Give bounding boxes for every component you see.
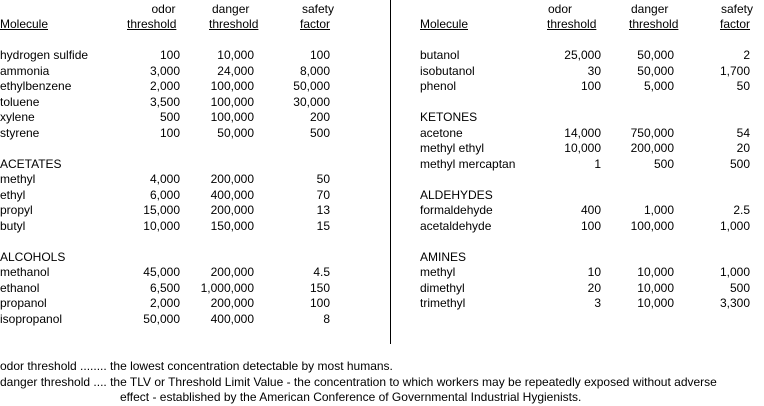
header-safety-line1-right: safety [721,2,754,16]
odor-threshold-value: 3,500 [149,94,180,109]
section-heading [420,250,764,266]
header-safety-line1: safety [302,2,335,16]
odor-threshold-value: 10,000 [564,141,601,155]
odor-threshold-value: 2,000 [149,296,180,310]
odor-threshold-value: 50,000 [143,311,180,326]
note-danger-threshold-cont: effect - established by the American Conference of Governmental Industrial Hygienists. [120,390,582,404]
danger-threshold-value: 1,000,000 [200,280,254,295]
spacer-row [0,141,340,157]
table-row [0,126,340,142]
molecule-name: dimethyl [420,280,465,295]
table-row [0,188,340,204]
header-danger-line2: threshold [209,17,259,31]
safety-factor-value: 500 [309,125,330,140]
table-row [420,296,764,312]
danger-threshold-value: 400,000 [210,311,254,326]
danger-threshold-value: 10,000 [217,48,254,62]
danger-threshold-value: 200,000 [210,265,254,279]
column-divider [390,0,391,344]
safety-factor-value: 54 [736,125,750,140]
molecule-name: isopropanol [0,311,63,326]
molecule-name: propyl [0,203,33,217]
table-row [420,64,764,80]
molecule-name: acetone [420,125,463,140]
molecule-name: ammonia [0,63,50,78]
molecule-name: xylene [0,110,35,124]
molecule-name: butyl [0,218,26,233]
section-heading-label: ACETATES [0,156,62,171]
safety-factor-value: 50 [316,172,330,186]
molecule-name: trimethyl [420,296,466,310]
table-row [420,141,764,157]
note-odor-threshold: odor threshold ........ the lowest concentration detectable by most humans. [0,359,393,373]
odor-threshold-value: 400 [580,203,601,217]
spacer-row [420,234,764,250]
molecule-name: ethyl [0,187,26,202]
danger-threshold-value: 750,000 [630,125,674,140]
header-molecule-right: Molecule [420,17,469,31]
table-row [0,95,340,111]
table-row [0,64,340,80]
molecule-name: toluene [0,94,40,109]
molecule-name: styrene [0,125,40,140]
table-row [0,172,340,188]
safety-factor-value: 4.5 [313,265,330,279]
header-danger-line2-right: threshold [629,17,679,31]
safety-factor-value: 200 [309,110,330,124]
section-heading-label: KETONES [420,110,478,124]
odor-threshold-value: 20 [587,280,601,295]
odor-threshold-value: 100 [580,218,601,233]
odor-threshold-value: 500 [159,110,180,124]
safety-factor-value: 20 [736,141,750,155]
header-molecule: Molecule [0,17,49,31]
danger-threshold-value: 50,000 [637,63,674,78]
safety-factor-value: 1,000 [719,218,750,233]
safety-factor-value: 1,700 [719,63,750,78]
header-odor-line2-right: threshold [547,17,597,31]
danger-threshold-value: 200,000 [210,172,254,186]
odor-threshold-value: 100 [159,125,180,140]
safety-factor-value: 100 [309,48,330,62]
odor-threshold-value: 1 [594,156,601,171]
molecule-name: methyl mercaptan [420,156,516,171]
spacer-row [0,234,340,250]
molecule-name: propanol [0,296,47,310]
molecule-name: formaldehyde [420,203,493,217]
section-heading [420,188,764,204]
danger-threshold-value: 50,000 [217,125,254,140]
safety-factor-value: 8,000 [299,63,330,78]
odor-threshold-value: 10,000 [143,218,180,233]
molecule-name: methyl [420,265,456,279]
spacer-row [420,95,764,111]
molecule-name: acetaldehyde [420,218,492,233]
danger-threshold-value: 500 [653,156,674,171]
danger-threshold-value: 200,000 [630,141,674,155]
table-row [0,219,340,235]
safety-factor-value: 50 [736,79,750,93]
molecule-name: phenol [420,79,457,93]
safety-factor-value: 1,000 [719,265,750,279]
molecule-name: ethylbenzene [0,79,72,93]
section-heading-label: ALCOHOLS [0,249,66,264]
odor-threshold-value: 45,000 [143,265,180,279]
safety-factor-value: 2.5 [733,203,750,217]
odor-threshold-value: 4,000 [149,172,180,186]
odor-threshold-value: 100 [580,79,601,93]
danger-threshold-value: 100,000 [210,110,254,124]
table-row [0,296,340,312]
odor-threshold-value: 2,000 [149,79,180,93]
table-row [420,281,764,297]
table-row [0,203,340,219]
header-danger-line1: danger [212,2,250,16]
odor-threshold-value: 30 [587,63,601,78]
odor-threshold-value: 3,000 [149,63,180,78]
table-row [0,265,340,281]
odor-threshold-value: 15,000 [143,203,180,217]
header-danger-line1-right: danger [631,2,669,16]
section-heading-label: AMINES [420,249,467,264]
safety-factor-value: 50,000 [293,79,330,93]
danger-threshold-value: 50,000 [637,48,674,62]
danger-threshold-value: 5,000 [643,79,674,93]
header-safety-line2: factor [300,17,331,31]
danger-threshold-value: 24,000 [217,63,254,78]
danger-threshold-value: 100,000 [210,94,254,109]
section-heading [0,250,340,266]
header-odor-line2: threshold [127,17,177,31]
danger-threshold-value: 10,000 [637,296,674,310]
spacer-row [420,172,764,188]
table-row [0,312,340,328]
odor-threshold-value: 6,000 [149,187,180,202]
header-odor-line1-right: odor [548,2,573,16]
safety-factor-value: 8 [323,311,330,326]
table-row [420,48,764,64]
table-row [0,79,340,95]
table-row [420,219,764,235]
safety-factor-value: 13 [316,203,330,217]
safety-factor-value: 70 [316,187,330,202]
safety-factor-value: 3,300 [719,296,750,310]
table-row [0,281,340,297]
danger-threshold-value: 200,000 [210,296,254,310]
right-table [420,48,764,312]
danger-threshold-value: 10,000 [637,265,674,279]
table-row [420,157,764,173]
header-odor-line1: odor [151,2,176,16]
danger-threshold-value: 1,000 [643,203,674,217]
danger-threshold-value: 100,000 [630,218,674,233]
danger-threshold-value: 10,000 [637,280,674,295]
odor-threshold-value: 10 [587,265,601,279]
safety-factor-value: 100 [309,296,330,310]
odor-threshold-value: 3 [594,296,601,310]
danger-threshold-value: 200,000 [210,203,254,217]
odor-threshold-value: 14,000 [564,125,601,140]
odor-threshold-value: 25,000 [564,48,601,62]
safety-factor-value: 500 [729,280,750,295]
molecule-name: methyl [0,172,36,186]
molecule-name: butanol [420,48,460,62]
safety-factor-value: 500 [729,156,750,171]
safety-factor-value: 2 [743,48,750,62]
odor-threshold-value: 6,500 [149,280,180,295]
note-danger-threshold: danger threshold .... the TLV or Threshold Limit Value - the concentration to which workers may be repeatedly exposed without adverse [0,375,717,389]
danger-threshold-value: 100,000 [210,79,254,93]
molecule-name: hydrogen sulfide [0,48,89,62]
table-row [0,110,340,126]
table-row [420,265,764,281]
section-heading-label: ALDEHYDES [420,187,493,202]
section-heading [420,110,764,126]
table-row [0,48,340,64]
molecule-name: isobutanol [420,63,475,78]
section-heading [0,157,340,173]
safety-factor-value: 150 [309,280,330,295]
left-table [0,48,340,327]
header-safety-line2-right: factor [720,17,751,31]
safety-factor-value: 15 [316,218,330,233]
molecule-name: ethanol [0,280,40,295]
table-row [420,126,764,142]
molecule-name: methanol [0,265,50,279]
danger-threshold-value: 400,000 [210,187,254,202]
danger-threshold-value: 150,000 [210,218,254,233]
table-row [420,79,764,95]
table-row [420,203,764,219]
odor-threshold-value: 100 [159,48,180,62]
molecule-name: methyl ethyl [420,141,485,155]
safety-factor-value: 30,000 [293,94,330,109]
